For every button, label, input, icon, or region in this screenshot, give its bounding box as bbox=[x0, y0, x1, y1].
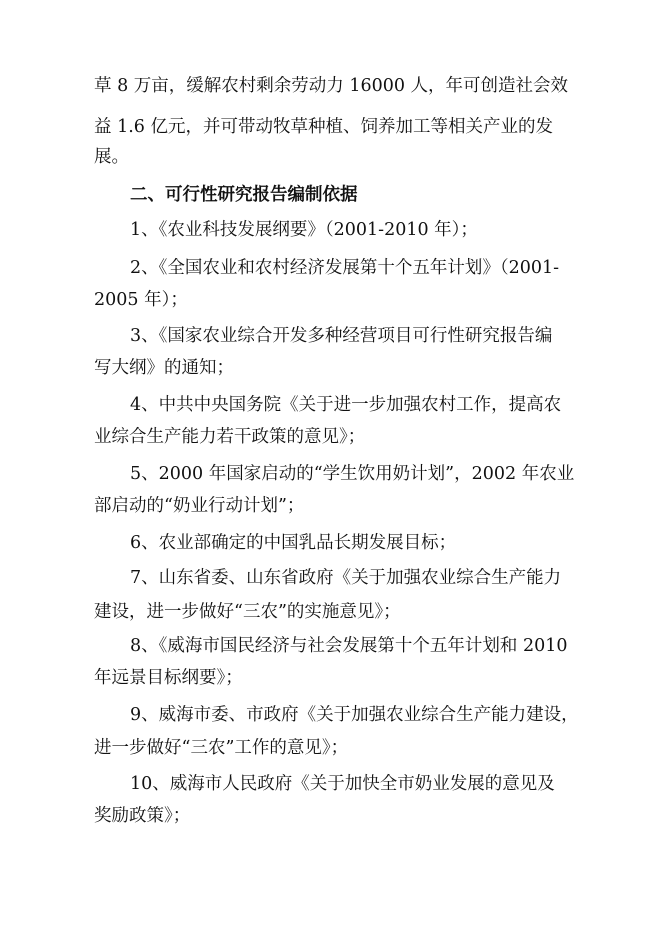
list-item-7: 7、山东省委、山东省政府《关于加强农业综合生产能力 bbox=[130, 568, 562, 588]
list-item-1: 1、《农业科技发展纲要》（2001-2010 年）； bbox=[130, 220, 478, 240]
intro-line-2: 益 1.6 亿元，并可带动牧草种植、饲养加工等相关产业的发 bbox=[94, 117, 553, 137]
list-item-2: 2、《全国农业和农村经济发展第十个五年计划》（2001- bbox=[130, 258, 560, 278]
section-heading: 二、可行性研究报告编制依据 bbox=[130, 185, 358, 205]
list-item-8-cont: 年远景目标纲要》； bbox=[94, 668, 243, 688]
list-item-4-cont: 业综合生产能力若干政策的意见》； bbox=[94, 427, 366, 447]
list-item-10-cont: 奖励政策》； bbox=[94, 806, 191, 826]
list-item-3: 3、《国家农业综合开发多种经营项目可行性研究报告编 bbox=[130, 326, 553, 346]
list-item-7-cont: 建设，进一步做好“三农”的实施意见》； bbox=[94, 602, 401, 622]
list-item-6: 6、农业部确定的中国乳品长期发展目标； bbox=[130, 533, 457, 553]
list-item-5: 5、2000 年国家启动的“学生饮用奶计划”，2002 年农业 bbox=[130, 464, 575, 484]
list-item-10: 10、威海市人民政府《关于加快全市奶业发展的意见及 bbox=[130, 774, 555, 794]
list-item-9-cont: 进一步做好“三农”工作的意见》； bbox=[94, 738, 349, 758]
list-item-9: 9、威海市委、市政府《关于加强农业综合生产能力建设， bbox=[130, 705, 579, 725]
list-item-5-cont: 部启动的“奶业行动计划”； bbox=[94, 496, 305, 516]
list-item-2-cont: 2005 年）； bbox=[94, 290, 188, 310]
intro-line-3: 展。 bbox=[94, 147, 129, 167]
list-item-4: 4、中共中央国务院《关于进一步加强农村工作，提高农 bbox=[130, 395, 562, 415]
list-item-3-cont: 写大纲》的通知； bbox=[94, 358, 234, 378]
list-item-8: 8、《威海市国民经济与社会发展第十个五年计划和 2010 bbox=[130, 636, 568, 656]
intro-line-1: 草 8 万亩，缓解农村剩余劳动力 16000 人，年可创造社会效 bbox=[94, 76, 569, 96]
